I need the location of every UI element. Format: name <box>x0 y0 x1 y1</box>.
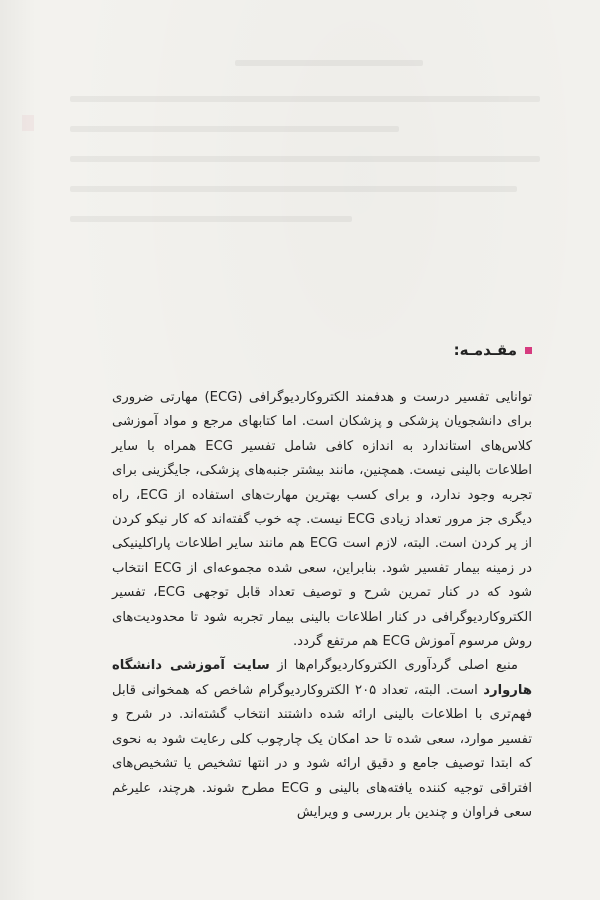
body-text <box>112 386 532 825</box>
paragraph-2-rest: است. البته، تعداد ۲۰۵ الکتروکاردیوگرام شاخص که همخوانی قابل فهم‌تری با اطلاعات بالینی ارائه شده داشتند انتخاب گشته‌اند. در شرح و تفسیر موارد، سعی شده تا حد امکان یک چارچوب کلی رعایت شود به نحوی که ابتدا توصیف جامع و دقیق ارائه شود و در انتها تشخیص یا تشخیص‌های افتراقی توجیه کننده یافته‌های بالینی و ECG مطرح شوند. هرچند، علیرغم سعی فراوان و چندین بار بررسی و ویرایش <box>112 682 532 820</box>
paragraph-2-emphasis: سایت آموزشی دانشگاه هاروارد <box>112 658 532 698</box>
heading-bullet-icon <box>525 347 532 354</box>
section-heading <box>454 341 532 359</box>
show-through-text <box>70 60 540 340</box>
paragraph-2 <box>112 654 532 825</box>
paragraph-2-start: منبع اصلی گردآوری الکتروکاردیوگرام‌ها از <box>269 658 518 674</box>
heading-title: مقـدمـه: <box>453 341 517 359</box>
show-through-marker <box>22 115 34 131</box>
paragraph-1: توانایی تفسیر درست و هدفمند الکتروکاردیوگرافی (ECG) مهارتی ضروری برای دانشجویان پزشکی و پزشکان است. اما کتابهای مرجع و مواد آموزشی کلاس‌های استاندارد به اندازه کافی شامل تفسیر ECG همراه با سایر اطلاعات بالینی نیست. همچنین، مانند بیشتر جنبه‌های پزشکی، جایگزینی برای تجربه وجود ندارد، و برای کسب بهترین مهارت‌های استفاده از ECG، راه دیگری جز مرور تعداد زیادی ECG نیست. چه خوب گفته‌اند که کار نیکو کردن از پر کردن است. البته، لازم است ECG هم مانند سایر اطلاعات پاراکلینیکی در زمینه بیمار تفسیر شود. بنابراین، سعی شده مجموعه‌ای از ECG انتخاب شود که در کنار تمرین شرح و توصیف تعداد قابل توجهی ECG، تفسیر الکتروکاردیوگرافی در کنار اطلاعات بالینی بیمار تجربه شود تا محدودیت‌های روش مرسوم آموزش ECG هم مرتفع گردد. <box>112 390 533 650</box>
